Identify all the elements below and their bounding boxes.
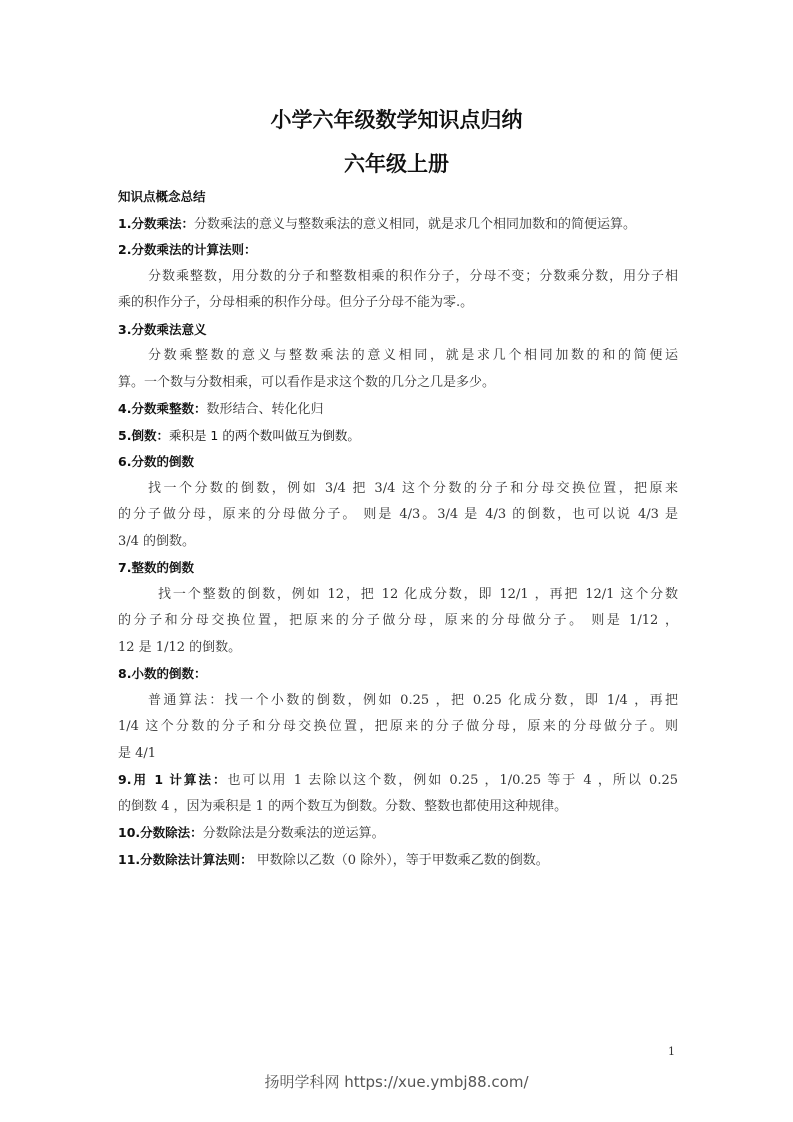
item-text: 分数除法是分数乘法的逆运算。 <box>202 826 385 841</box>
document-body <box>118 184 678 873</box>
item-8-line-2: 1/4 这个分数的分子和分母交换位置，把原来的分子做分母，原来的分母做分子。则 <box>118 719 678 734</box>
item-label: 4.分数乘整数： <box>118 401 207 416</box>
item-10 <box>118 820 678 847</box>
item-label: 1.分数乘法： <box>118 215 194 231</box>
item-3-line-1: 分数乘整数的意义与整数乘法的意义相同，就是求几个相同加数的和的简便运 <box>148 348 678 363</box>
item-6-line-3: 3/4 的倒数。 <box>118 533 196 549</box>
item-label: 9.用 1 计算法： <box>118 772 228 787</box>
item-text: 乘积是 1 的两个数叫做互为倒数。 <box>168 427 360 443</box>
item-3-label: 3.分数乘法意义 <box>118 321 207 337</box>
item-6-label: 6.分数的倒数 <box>118 454 194 469</box>
item-5 <box>118 423 678 450</box>
item-3-line-2: 算。一个数与分数相乘，可以看作是求这个数的几分之几是多少。 <box>118 374 496 390</box>
item-label: 10.分数除法： <box>118 825 203 840</box>
item-text: 数形结合、转化化归 <box>206 402 324 417</box>
item-1 <box>118 211 678 238</box>
item-6-line-2: 的分子做分母，原来的分母做分子。 则是 4/3。3/4 是 4/3 的倒数，也可以说 4/3 是 <box>118 507 678 522</box>
item-7-line-3: 12 是 1/12 的倒数。 <box>118 639 242 655</box>
item-7-line-2: 的分子和分母交换位置，把原来的分子做分母，原来的分母做分子。 则是 1/12 ， <box>118 613 678 628</box>
item-text: 也可以用 1 去除以这个数，例如 0.25 ，1/0.25 等于 4 ，所以 0.25 <box>227 773 678 788</box>
item-8-label: 8.小数的倒数： <box>118 666 207 681</box>
item-11 <box>118 847 678 874</box>
item-9-line-2: 的倒数 4 ，因为乘积是 1 的两个数互为倒数。分数、整数也都使用这种规律。 <box>118 798 568 814</box>
item-label: 11.分数除法计算法则： <box>118 851 253 867</box>
item-8-line-1: 普通算法：找一个小数的倒数，例如 0.25 ，把 0.25 化成分数，即 1/4 ，再把 <box>148 692 678 708</box>
item-7-line-1: 找一个整数的倒数，例如 12，把 12 化成分数，即 12/1 ，再把 12/1 这个分数 <box>158 586 678 602</box>
item-label: 5.倒数： <box>118 427 169 443</box>
page-number: 1 <box>668 1045 675 1058</box>
item-text: 甲数除以乙数（0 除外），等于甲数乘乙数的倒数。 <box>252 852 549 868</box>
footer-watermark: 扬明学科网 https://xue.ymbj88.com/ <box>264 1073 529 1091</box>
item-8-line-3: 是 4/1 <box>118 745 157 761</box>
item-2-line-2: 乘的积作分子，分母相乘的积作分母。但分子分母不能为零.。 <box>118 295 474 310</box>
item-2-line-1: 分数乘整数，用分数的分子和整数相乘的积作分子，分母不变；分数乘分数，用分子相 <box>148 268 678 284</box>
document-title: 小学六年级数学知识点归纳 <box>270 108 523 132</box>
item-9 <box>118 767 678 794</box>
item-7-label: 7.整数的倒数 <box>118 560 194 575</box>
item-2-label: 2.分数乘法的计算法则： <box>118 242 257 257</box>
item-6-line-1: 找一个分数的倒数，例如 3/4 把 3/4 这个分数的分子和分母交换位置，把原来 <box>148 480 678 496</box>
item-text: 分数乘法的意义与整数乘法的意义相同，就是求几个相同加数和的简便运算。 <box>193 216 636 232</box>
document-subtitle: 六年级上册 <box>344 152 449 176</box>
item-4 <box>118 396 678 423</box>
section-heading: 知识点概念总结 <box>118 189 206 204</box>
